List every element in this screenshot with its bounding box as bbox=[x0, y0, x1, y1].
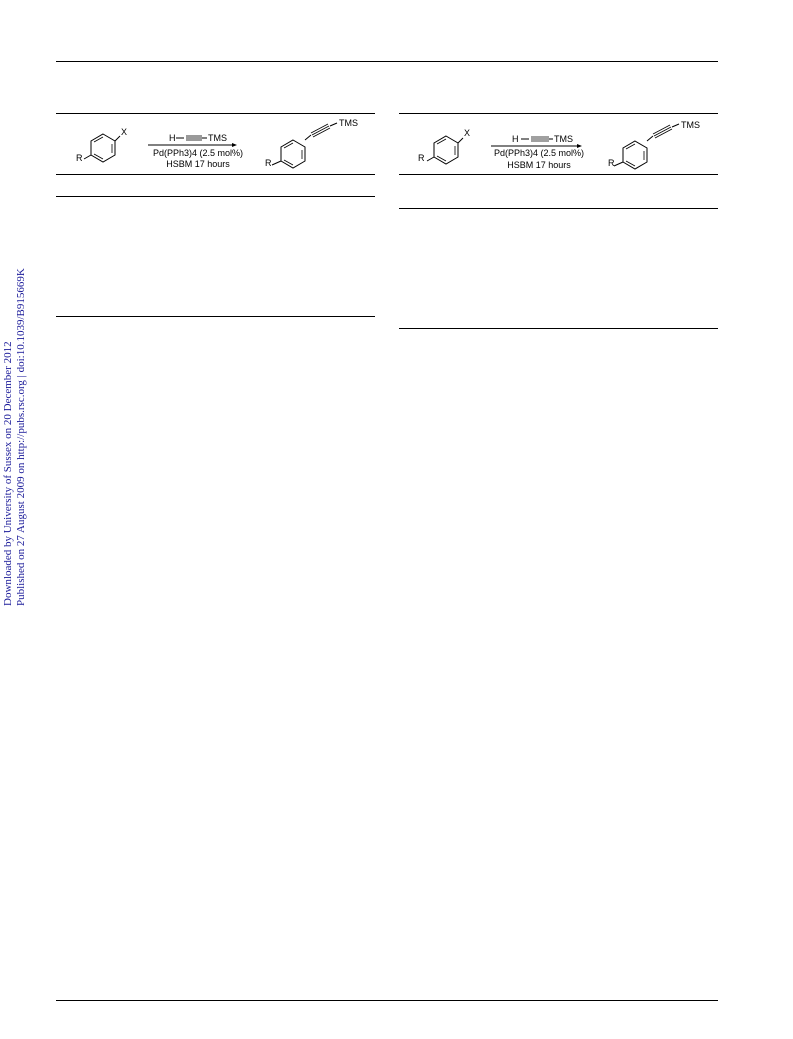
product-tms-label: TMS bbox=[339, 118, 358, 128]
table-right-header-rule bbox=[399, 174, 718, 175]
leaving-group-label: X bbox=[121, 127, 128, 137]
reagent-tms-label: TMS bbox=[554, 134, 573, 144]
catalyst-label: Pd(PPh3)4 (2.5 mol%) bbox=[152, 148, 244, 158]
reagent-h-label: H bbox=[512, 134, 519, 144]
product-r-label: R bbox=[608, 158, 615, 168]
conditions-label: HSBM 17 hours bbox=[507, 160, 571, 170]
table-right-body-rule bbox=[399, 208, 718, 209]
product-r-label: R bbox=[265, 158, 272, 168]
leaving-group-label: X bbox=[464, 128, 471, 138]
reaction-scheme-left bbox=[56, 114, 376, 174]
reagent-tms-label: TMS bbox=[208, 133, 227, 143]
substituent-r-label: R bbox=[76, 153, 83, 163]
reagent-h-label: H bbox=[169, 133, 176, 143]
download-line: Downloaded by University of Sussex on 20 December 2012 bbox=[2, 341, 14, 606]
download-notice bbox=[2, 268, 28, 606]
page-footer-rule bbox=[56, 1000, 718, 1001]
substituent-r-label: R bbox=[418, 153, 425, 163]
table-left-header-rule bbox=[56, 174, 375, 175]
table-left-body-rule bbox=[56, 196, 375, 197]
page-header-rule bbox=[56, 61, 718, 62]
table-left-bottom-rule bbox=[56, 316, 375, 317]
conditions-label: HSBM 17 hours bbox=[166, 159, 230, 169]
published-line: Published on 27 August 2009 on http://pubs.rsc.org | doi:10.1039/B915669K bbox=[15, 268, 27, 606]
reaction-scheme-right bbox=[399, 114, 719, 174]
table-right-bottom-rule bbox=[399, 328, 718, 329]
catalyst-label: Pd(PPh3)4 (2.5 mol%) bbox=[493, 148, 585, 158]
product-tms-label: TMS bbox=[681, 120, 700, 130]
